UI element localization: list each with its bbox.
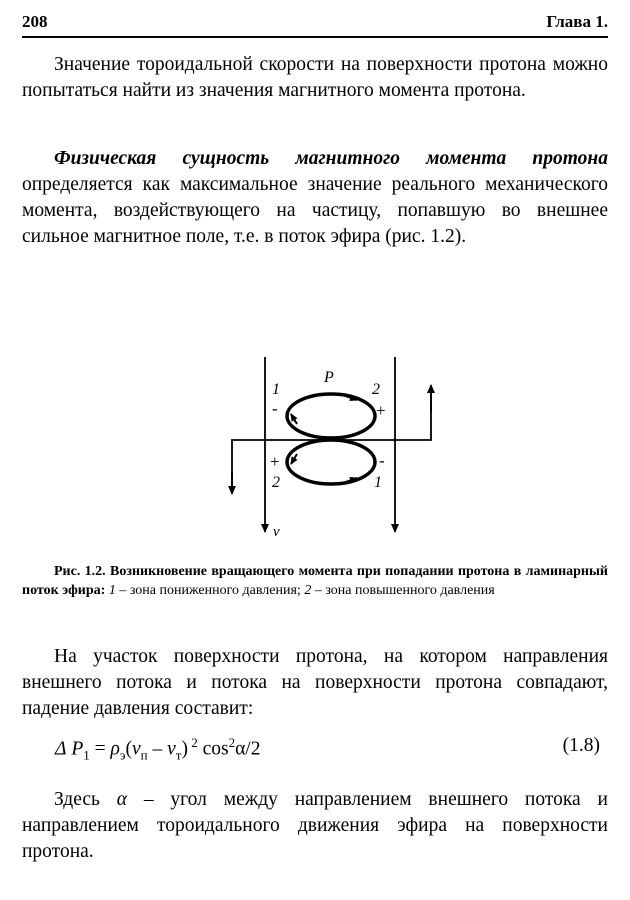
eq-minus: – bbox=[147, 738, 168, 760]
eq-v1: v bbox=[131, 738, 141, 760]
label-top-right-sign: + bbox=[376, 401, 386, 420]
paragraph-4 bbox=[22, 787, 608, 865]
eq-v2: v bbox=[167, 738, 176, 760]
caption-text-1: – зона пониженного давления; bbox=[115, 583, 305, 598]
label-bottom-left-num: 2 bbox=[272, 474, 280, 491]
eq-open: ( bbox=[125, 738, 132, 760]
label-v: v bbox=[273, 524, 280, 540]
eq-cos-sup: 2 bbox=[228, 735, 236, 750]
eq-close: ) bbox=[181, 738, 188, 760]
paragraph-2-text: определяется как максимальное значение реального механического момента, воздействующего на частицу, попавшую во внешнее сильное магнитное поле, т.е. в поток эфира (рис. 1.2). bbox=[22, 174, 608, 247]
eq-equals: = bbox=[89, 738, 111, 760]
equation-1-8 bbox=[55, 735, 600, 765]
page-header bbox=[22, 10, 608, 38]
eq-square: 2 bbox=[187, 735, 198, 750]
label-top-right-num: 2 bbox=[372, 381, 380, 398]
paragraph-4-start: Здесь bbox=[54, 789, 117, 810]
eq-rho-sub: э bbox=[119, 747, 126, 763]
label-bottom-left-sign: + bbox=[270, 452, 280, 471]
proton-flow-diagram bbox=[225, 352, 445, 544]
eq-v2-sub: т bbox=[175, 747, 182, 763]
eq-rho: ρ bbox=[110, 738, 120, 760]
upper-loop bbox=[287, 394, 375, 438]
caption-num-1: 1 bbox=[108, 583, 116, 598]
label-p: P bbox=[324, 369, 334, 386]
lower-loop bbox=[287, 440, 375, 484]
paragraph-2-emphasis: Физическая сущность магнитного момента протона bbox=[54, 148, 608, 169]
caption-title: Рис. 1.2. Возникновение вращающего момента при попадании протона в ламинарный поток эфира: bbox=[22, 564, 608, 598]
lower-loop-arrow-left bbox=[291, 454, 297, 464]
eq-cos: cos bbox=[197, 738, 229, 760]
label-top-left-num: 1 bbox=[272, 381, 280, 398]
equation-formula bbox=[55, 735, 260, 763]
page-number: 208 bbox=[22, 12, 48, 31]
figure-1-2 bbox=[225, 352, 445, 544]
upper-loop-arrow-left bbox=[291, 414, 297, 424]
paragraph-3: На участок поверхности протона, на котором направления внешнего потока и потока на поверхности протона совпадают, падение давления составит: bbox=[22, 646, 608, 719]
eq-p: P bbox=[71, 738, 84, 760]
paragraph-1: Значение тороидальной скорости на поверхности протона можно попытаться найти из значения магнитного момента протона. bbox=[22, 54, 608, 101]
eq-v1-sub: п bbox=[140, 747, 148, 763]
paragraph-2 bbox=[22, 146, 608, 250]
caption-num-2: 2 bbox=[304, 583, 312, 598]
chapter-title: Глава 1. bbox=[546, 12, 608, 31]
eq-alpha-tail: α/2 bbox=[235, 738, 261, 760]
equation-number: (1.8) bbox=[562, 735, 600, 756]
eq-delta: Δ bbox=[55, 738, 67, 760]
caption-text-2: – зона повышенного давления bbox=[311, 583, 495, 598]
label-bottom-right-sign: - bbox=[379, 451, 385, 470]
figure-caption bbox=[22, 562, 608, 600]
paragraph-4-text: – угол между направлением внешнего потока и направлением тороидального движения эфира на поверхности протона. bbox=[22, 789, 608, 862]
label-bottom-right-num: 1 bbox=[374, 474, 382, 491]
paragraph-4-alpha: α bbox=[116, 789, 127, 810]
label-top-left-sign: - bbox=[272, 399, 278, 418]
eq-p-sub: 1 bbox=[83, 747, 90, 763]
